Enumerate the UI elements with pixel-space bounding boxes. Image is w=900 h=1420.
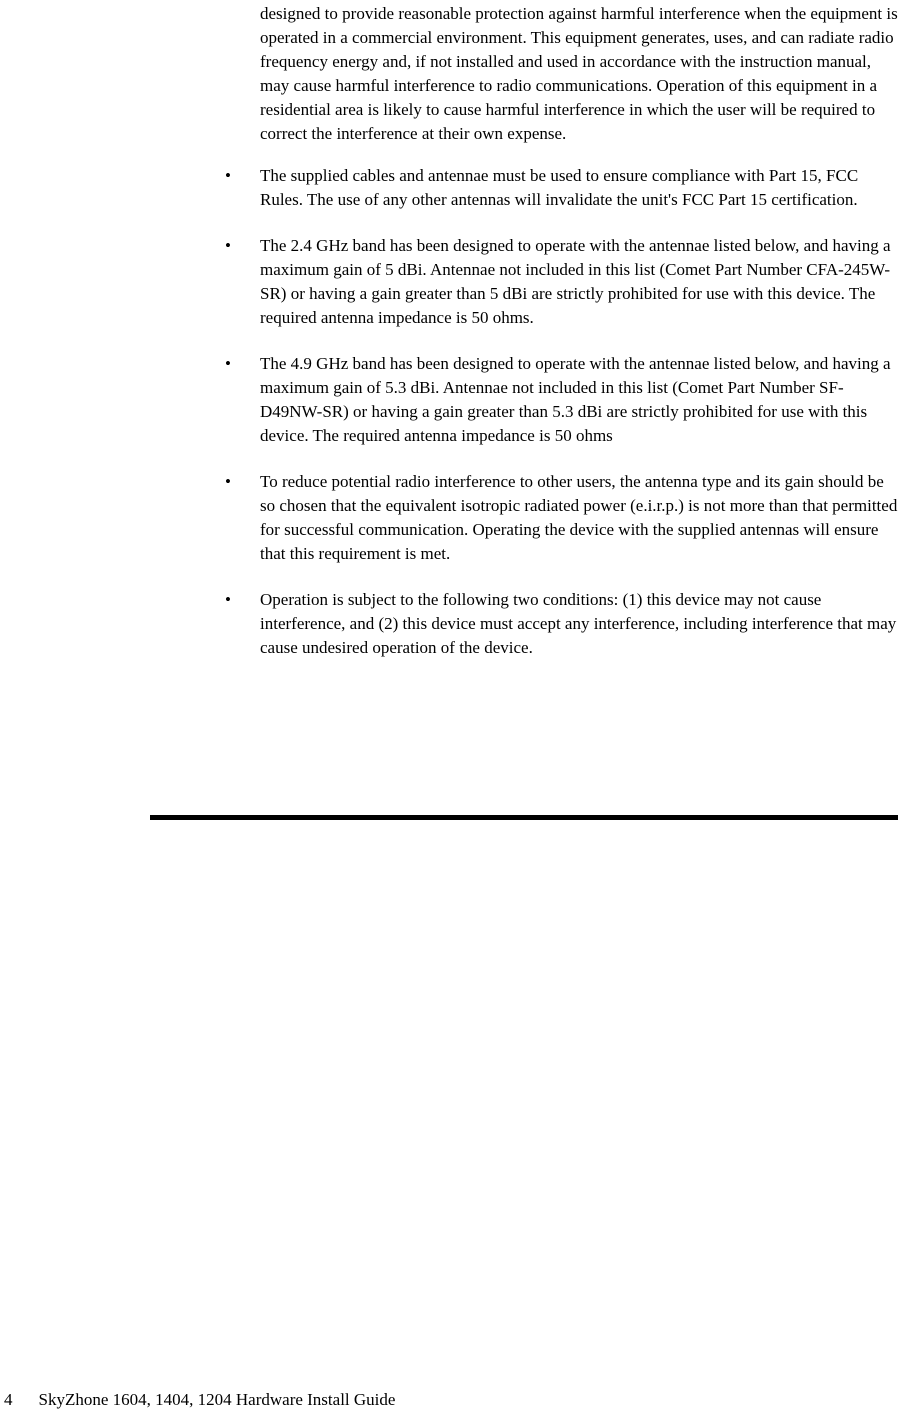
bullet-icon: • xyxy=(225,236,231,255)
bullet-text: To reduce potential radio interference to other users, the antenna type and its gain should be so chosen that the equivalent isotropic radiated power (e.i.r.p.) is not more than that permitted for successful communication. Operating the device with the supplied antennas will ensure that this requirement is met. xyxy=(260,472,898,563)
bullet-text: The supplied cables and antennae must be used to ensure compliance with Part 15, FCC Rules. The use of any other antennas will invalidate the unit's FCC Part 15 certification. xyxy=(260,166,859,209)
bullet-item xyxy=(225,352,900,448)
intro-paragraph: designed to provide reasonable protection against harmful interference when the equipment is operated in a commercial environment. This equipment generates, uses, and can radiate radio frequency energy and, if not installed and used in accordance with the instruction manual, may cause harmful interference to radio communications. Operation of this equipment in a residential area is likely to cause harmful interference in which the user will be required to correct the interference at their own expense. xyxy=(260,4,898,143)
section-divider xyxy=(150,815,898,820)
bullet-text: The 4.9 GHz band has been designed to operate with the antennae listed below, and having a maximum gain of 5.3 dBi. Antennae not included in this list (Comet Part Number SF-D49NW-SR) or having a gain greater than 5.3 dBi are strictly prohibited for use with this device. The required antenna impedance is 50 ohms xyxy=(260,354,891,445)
bullet-text: The 2.4 GHz band has been designed to operate with the antennae listed below, and having a maximum gain of 5 dBi. Antennae not included in this list (Comet Part Number CFA-245W-SR) or having a gain greater than 5 dBi are strictly prohibited for use with this device. The required antenna impedance is 50 ohms. xyxy=(260,236,891,327)
bullet-text: Operation is subject to the following two conditions: (1) this device may not cause interference, and (2) this device must accept any interference, including interference that may cause undesired operation of the device. xyxy=(260,590,897,657)
bullet-icon: • xyxy=(225,472,231,491)
footer-title: SkyZhone 1604, 1404, 1204 Hardware Install Guide xyxy=(38,1390,396,1409)
bullet-icon: • xyxy=(225,354,231,373)
bullet-icon: • xyxy=(225,590,231,609)
page-number: 4 xyxy=(4,1390,13,1409)
bullet-item xyxy=(225,164,900,212)
bullet-list xyxy=(225,164,900,660)
bullet-icon: • xyxy=(225,166,231,185)
bullet-item xyxy=(225,234,900,330)
page-content xyxy=(225,2,900,682)
bullet-item xyxy=(225,470,900,566)
bullet-item xyxy=(225,588,900,660)
page-footer xyxy=(4,1388,894,1412)
